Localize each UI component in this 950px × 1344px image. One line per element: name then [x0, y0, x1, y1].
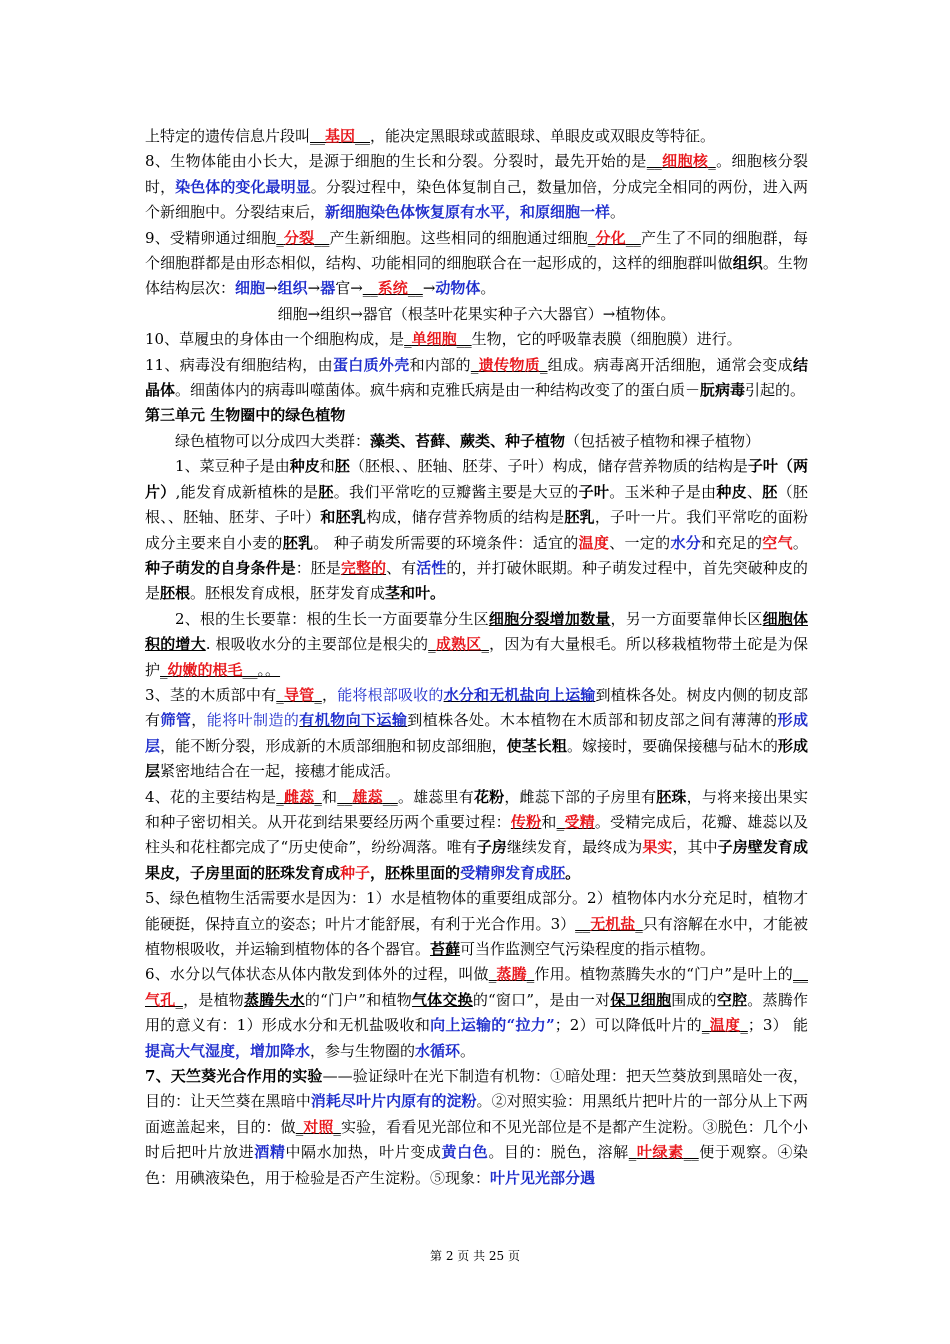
text-run: 胚根: [160, 584, 191, 603]
text-run: ，与将来接出果实和种子密切相关。从开花到结果要经历两个重要过程：: [145, 787, 808, 831]
text-run: _: [428, 635, 436, 654]
text-run: 蒸腾: [496, 965, 527, 984]
text-run: 动物体: [435, 279, 481, 298]
text-run: 的“窗口”，是由一对: [472, 990, 611, 1009]
text-run: 使茎长粗: [506, 736, 567, 755]
text-run: 胚乳: [564, 508, 595, 527]
text-run: ：胚是: [295, 558, 341, 577]
text-run: 新细胞染色体恢复原有水平，和原细胞一样: [325, 203, 611, 222]
text-run: 温度: [709, 1016, 741, 1035]
section-heading: [145, 403, 808, 428]
text-run: 叶片见光部分遇: [490, 1168, 596, 1187]
text-run: 。受精完成后，花瓣、雄蕊以及柱头和花柱都完成了“历史使命”，纷纷凋落。唯有: [145, 812, 808, 857]
text-run: _: [708, 152, 716, 171]
text-run: _: [276, 228, 284, 247]
text-run: _: [526, 965, 535, 984]
text-run: 到植株各处。木本植物在木质部和韧皮部之间有薄薄的: [407, 711, 778, 730]
text-run: ，其中: [672, 838, 718, 857]
text-run: 温度: [578, 533, 610, 552]
text-run: __: [337, 787, 353, 806]
text-run: 受精卵发育成胚: [460, 863, 566, 882]
text-run: __: [625, 228, 641, 247]
text-run: __: [407, 279, 423, 298]
text-run: 对照: [303, 1117, 334, 1136]
paragraph: [145, 886, 808, 962]
text-run: ，雌蕊下部的子房里有: [504, 787, 657, 806]
text-run: 。: [565, 863, 581, 882]
text-run: 提高大气湿度，增加降水: [145, 1041, 311, 1060]
text-run: _: [701, 1016, 710, 1035]
text-run: 。目的：脱色，溶解: [488, 1143, 629, 1162]
text-run: __: [314, 228, 330, 247]
text-run: ,能发育成新植株的是: [175, 482, 319, 501]
text-run: 。生物体结构层次：: [145, 254, 808, 298]
paragraph: [145, 327, 808, 352]
paragraph: [145, 683, 808, 785]
text-run: 蒸腾失水: [244, 990, 305, 1009]
text-run: 5、绿色植物生活需要水是因为：1）水是植物体的重要组成部分。2）植物体内水分充足时，植物才能硬挺，保持直立的姿态；叶片才能舒展，有利于光合作用。3）: [145, 889, 808, 933]
text-run: （胚根、、胚轴、胚芽、子叶）构成，储存营养物质的结构是: [349, 457, 748, 476]
text-run: 。分裂过程中，染色体复制自己，数量加倍，分成完全相同的两份，进入两个新细胞中。分裂结束后，: [145, 177, 808, 222]
text-run: 继续发育，最终成为: [506, 838, 643, 857]
text-run: ，另一方面要靠伸长区: [610, 609, 763, 628]
text-run: __。。: [242, 660, 281, 679]
text-run: 生物，它的呼吸靠表膜（细胞膜）进行。: [471, 330, 742, 349]
paragraph: [145, 785, 808, 887]
page-footer: 第 2 页 共 25 页: [430, 1249, 520, 1263]
text-run: 。: [610, 203, 626, 222]
text-run: 成熟区: [435, 635, 482, 654]
text-run: 和内部的: [409, 355, 471, 374]
text-run: _: [488, 965, 497, 984]
text-run: _: [295, 1117, 304, 1136]
paragraph: [145, 962, 808, 1064]
text-run: 子房壁发育成果皮，: [145, 838, 808, 882]
text-run: 水分和无机盐向上运输: [443, 685, 596, 704]
text-run: 和: [319, 457, 335, 476]
text-run: ，: [191, 711, 207, 730]
text-run: 。玉米种子是由: [609, 482, 717, 501]
text-run: 产生新细胞。这些相同的细胞通过细胞: [329, 228, 588, 247]
text-run: _: [481, 635, 489, 654]
text-run: _: [556, 812, 565, 831]
text-run: 和: [321, 787, 338, 806]
text-run: 空腔: [716, 990, 748, 1009]
text-run: 苔藓: [430, 940, 461, 958]
text-run: 9、受精卵通过细胞: [145, 228, 277, 247]
text-run: 产生了不同的细胞群，每个细胞群都是由形态相似，结构、功能相同的细胞联合在一起形成的，这样的细胞群叫做: [145, 228, 808, 273]
text-run: 。蒸腾作用的意义有：1）形成水分和无机盐吸收和: [145, 990, 808, 1035]
text-run: 叶绿素: [636, 1143, 684, 1162]
text-run: 空气: [762, 533, 793, 552]
text-run: 细胞核: [661, 152, 709, 171]
text-run: __: [456, 330, 472, 349]
text-run: 种皮: [716, 482, 747, 501]
text-run: 6、水分以气体状态从体内散发到体外的过程，叫做: [145, 965, 489, 984]
text-run: 消耗尽叶片内原有的淀粉: [310, 1092, 477, 1111]
text-run: 。我们平常吃的豆瓣酱主要是大豆的: [333, 482, 579, 501]
text-run: ，能决定黑眼球或蓝眼球、单眼皮或双眼皮等特征。: [370, 127, 716, 145]
text-run: 器: [320, 279, 336, 298]
text-run: _: [740, 1016, 748, 1035]
text-run: 11、病毒没有细胞结构，由: [145, 355, 333, 374]
text-run: _: [635, 914, 643, 933]
text-run: 、有: [386, 558, 417, 577]
text-run: 水循环: [415, 1041, 461, 1060]
text-run: 种皮: [289, 457, 320, 476]
text-run: 。细胞核分裂时，: [145, 152, 808, 196]
text-run: →: [307, 279, 321, 298]
text-run: →: [265, 279, 278, 298]
text-run: _: [587, 228, 596, 247]
text-run: 果实: [642, 838, 673, 857]
text-run: 染色体的变化最明显: [175, 177, 311, 196]
text-run: __: [362, 279, 378, 298]
text-run: 细胞: [235, 279, 266, 298]
text-run: __: [575, 914, 591, 933]
text-run: 藻类、苔藓、蕨类、种子植物: [370, 431, 566, 450]
text-run: ，能不断分裂，形成新的木质部细胞和韧皮部细胞，: [160, 736, 507, 755]
text-run: 朊病毒: [700, 381, 746, 400]
text-run: 保卫细胞: [610, 990, 672, 1009]
text-run: 便于观察。④染色：用碘液染色，用于检验是否产生淀粉。⑤现象：: [145, 1143, 808, 1187]
text-run: 细胞分裂增加数量: [488, 609, 611, 628]
text-run: 、一定的: [609, 533, 671, 552]
text-run: _: [333, 1117, 341, 1136]
text-run: 只有溶解在水中，才能被植物根吸收，并运输到植物体的各个器官。: [145, 914, 808, 958]
text-run: ，参与生物圈的: [310, 1041, 416, 1060]
text-run: 和胚乳: [320, 508, 367, 527]
text-run: 8、生物体能由小长大，是源于细胞的生长和分裂。分裂时，最先开始的是: [145, 152, 647, 171]
text-run: __: [646, 152, 662, 171]
text-run: ；3） 能: [747, 1016, 809, 1035]
text-run: 蛋白质外壳: [332, 355, 410, 374]
paragraph: [145, 1064, 808, 1191]
text-run: 子房里面的胚珠发育成: [190, 863, 341, 882]
text-run: 到植株各处。树皮内侧的韧皮部有: [145, 685, 808, 730]
text-run: _: [539, 355, 548, 374]
text-run: 组成。病毒离开活细胞，通常会变成: [547, 355, 793, 374]
text-run: 种子: [340, 863, 371, 882]
text-run: 胚: [318, 482, 334, 501]
text-run: 遗传物质: [478, 355, 540, 374]
text-run: 3、茎的木质部中有: [145, 685, 277, 704]
text-run: 组织: [732, 254, 763, 273]
text-run: 4、花的主要结构是: [145, 787, 277, 806]
text-run: 筛管: [160, 711, 192, 730]
text-run: 子叶: [578, 482, 610, 501]
text-run: 完整的: [340, 558, 387, 577]
text-run: 7、天竺葵光合作用的实验: [145, 1067, 323, 1086]
text-run: 1、菜豆种子是由: [175, 457, 290, 476]
text-run: 作用。植物蒸腾失水的“门户”是叶上的: [534, 965, 793, 984]
text-run: 能将叶制造的: [206, 711, 300, 730]
text-run: 细胞体积的增大: [145, 609, 808, 654]
text-run: 胚: [762, 482, 778, 501]
text-run: __: [310, 127, 326, 145]
text-run: 紧密地结合在一起，接穗才能成活。: [160, 762, 401, 781]
document-body: [145, 124, 808, 1191]
text-run: _: [276, 787, 284, 806]
text-run: 2、根的生长要靠：根的生长一方面要靠分生区: [175, 609, 489, 628]
text-run: 花粉: [473, 787, 505, 806]
text-run: ；2）可以降低叶片的: [554, 1016, 702, 1035]
text-run: ，子叶一片。我们平常吃的面粉成分主要来自小麦的: [145, 508, 808, 552]
paragraph: [145, 124, 808, 149]
text-run: 幼嫩的根毛: [167, 660, 243, 679]
text-run: 和充足的: [701, 533, 763, 552]
text-run: _: [175, 990, 183, 1009]
text-run: 。: [480, 279, 496, 298]
paragraph: [145, 226, 808, 302]
text-run: 胚: [334, 457, 350, 476]
text-run: →: [422, 279, 436, 298]
text-run: _: [314, 787, 322, 806]
text-run: . 根吸收水分的主要部位是根尖的: [205, 635, 429, 654]
text-run: 活性: [416, 558, 447, 577]
text-run: 有机物向下运输: [299, 711, 408, 730]
text-run: 胚乳: [282, 533, 314, 552]
text-run: 。②对照实验：用黑纸片把叶片的一部分从上下两面遮盖起来，目的：做: [145, 1092, 808, 1136]
text-run: 的，并打破休眠期。种子萌发过程中，首先突破种皮的是: [145, 558, 808, 603]
text-run: 。: [460, 1041, 476, 1060]
text-run: 能将根部吸收的: [337, 685, 444, 704]
text-run: 官→: [335, 279, 363, 298]
text-run: 构成，储存营养物质的结构是: [366, 508, 565, 527]
paragraph: [145, 353, 808, 404]
text-run: ，是植物: [182, 990, 245, 1009]
text-run: _: [404, 330, 412, 349]
text-run: 围成的: [671, 990, 717, 1009]
paragraph: [145, 454, 808, 606]
text-run: ，胚株里面的: [370, 863, 461, 882]
text-run: 。: [792, 533, 808, 552]
text-run: 细胞→组织→器官（根茎叶花果实种子六大器官）→植物体。: [277, 304, 676, 323]
text-run: 的“门户”和植物: [304, 990, 412, 1009]
paragraph: [145, 607, 808, 683]
text-run: 茎和叶。: [385, 584, 446, 603]
text-run: （胚根、、胚轴、胚芽、子叶）: [145, 482, 808, 527]
text-run: 10、草履虫的身体由一个细胞构成，是: [145, 330, 405, 349]
text-run: 基因: [325, 127, 356, 145]
text-run: 气体交换: [411, 990, 473, 1009]
text-run: _: [628, 1143, 637, 1162]
text-run: 黄白色: [441, 1143, 489, 1162]
text-run: _: [470, 355, 479, 374]
text-run: 分裂: [283, 228, 315, 247]
paragraph: [145, 429, 808, 454]
text-run: _: [276, 685, 284, 704]
text-run: __: [793, 965, 808, 984]
text-run: 分化: [595, 228, 626, 247]
text-run: 可当作监测空气污染程度的指示植物。: [460, 940, 716, 958]
text-run: 雌蕊: [283, 787, 315, 806]
text-run: 形成层: [145, 736, 808, 781]
text-run: 气孔: [145, 990, 176, 1009]
text-run: 无机盐: [590, 914, 636, 933]
text-run: 第三单元 生物圈中的绿色植物: [145, 406, 346, 425]
text-run: 。嫁接时，要确保接穗与砧木的: [566, 736, 778, 755]
text-run: 实验，看看见光部位和不见光部位是不是都产生淀粉。③脱色：几个小时后把叶片放进: [145, 1117, 808, 1162]
text-run: __: [382, 787, 398, 806]
text-run: 受精: [564, 812, 595, 831]
text-run: 种子萌发的自身条件是: [145, 558, 296, 577]
text-run: 向上运输的“拉力”: [430, 1016, 555, 1035]
text-run: 。雄蕊里有: [397, 787, 474, 806]
text-run: 绿色植物可以分成四大类群：: [175, 431, 371, 450]
text-run: _: [160, 660, 168, 679]
text-run: 结晶体: [145, 355, 808, 400]
text-run: 形成层: [145, 711, 808, 755]
paragraph: [145, 149, 808, 225]
text-run: ，: [321, 685, 338, 704]
text-run: ——验证绿叶在光下制造有机物：①暗处理：把天竺葵放到黑暗处一夜，目的：让天竺葵在黑暗中: [145, 1067, 808, 1111]
text-run: 引起的。: [745, 381, 806, 400]
text-run: 和: [541, 812, 557, 831]
text-run: 。 种子萌发所需要的环境条件：适宜的: [313, 533, 579, 552]
text-run: 单细胞: [411, 330, 457, 349]
text-run: ，因为有大量根毛。所以移栽植物带土砣是为保护: [145, 635, 808, 679]
text-run: _: [314, 685, 322, 704]
text-run: 水分: [670, 533, 702, 552]
text-run: 雄蕊: [352, 787, 383, 806]
text-run: 酒精: [254, 1143, 286, 1162]
paragraph: [145, 302, 808, 327]
text-run: （包括被子植物和裸子植物）: [565, 431, 761, 450]
text-run: 子房: [476, 838, 507, 857]
text-run: 中隔水加热，叶片变成: [285, 1143, 442, 1162]
text-run: 、: [746, 482, 763, 501]
text-run: 。胚根发育成根，胚芽发育成: [190, 584, 386, 603]
text-run: 传粉: [510, 812, 542, 831]
text-run: 子叶（两片）: [145, 457, 808, 501]
text-run: __: [355, 127, 371, 145]
text-run: 。细菌体内的病毒叫噬菌体。疯牛病和克雅氏病是由一种结构改变了的蛋白质－: [175, 381, 701, 400]
text-run: 胚珠: [656, 787, 687, 806]
text-run: 导管: [283, 685, 315, 704]
text-run: 系统: [377, 279, 408, 298]
text-run: 组织: [277, 279, 308, 298]
text-run: __: [683, 1143, 699, 1162]
text-run: 上特定的遗传信息片段叫: [145, 127, 311, 145]
